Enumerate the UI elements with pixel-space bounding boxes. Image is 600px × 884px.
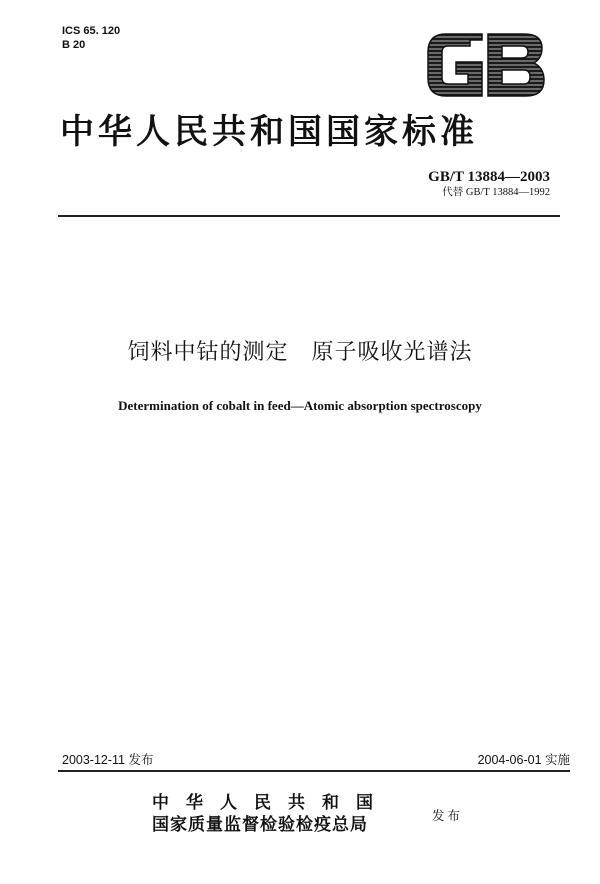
issuer-agency: 国家质量监督检验检疫总局: [152, 815, 368, 835]
issuing-authority: [152, 792, 422, 836]
replaces-standard: 代替 GB/T 13884—1992: [442, 187, 550, 198]
publish-label: 发布: [432, 808, 464, 823]
national-standard-title: 中华人民共和国国家标准: [60, 112, 478, 152]
issue-date: 2003-12-11 发布: [62, 753, 154, 767]
implementation-date: 2004-06-01 实施: [477, 753, 570, 767]
document-title-chinese: 饲料中钴的测定 原子吸收光谱法: [127, 340, 473, 365]
ics-code: ICS 65. 120: [62, 25, 121, 37]
gb-logo: [426, 30, 546, 100]
classification-codes: [62, 24, 120, 52]
issuer-country: 中华人民共和国: [152, 793, 390, 813]
standard-number: GB/T 13884—2003: [428, 169, 550, 185]
document-title-english: Determination of cobalt in feed—Atomic absorption spectroscopy: [118, 398, 482, 413]
top-divider: [58, 215, 560, 217]
standard-number-block: [428, 168, 550, 199]
ccs-code: B 20: [62, 39, 86, 51]
bottom-divider: [58, 770, 570, 772]
